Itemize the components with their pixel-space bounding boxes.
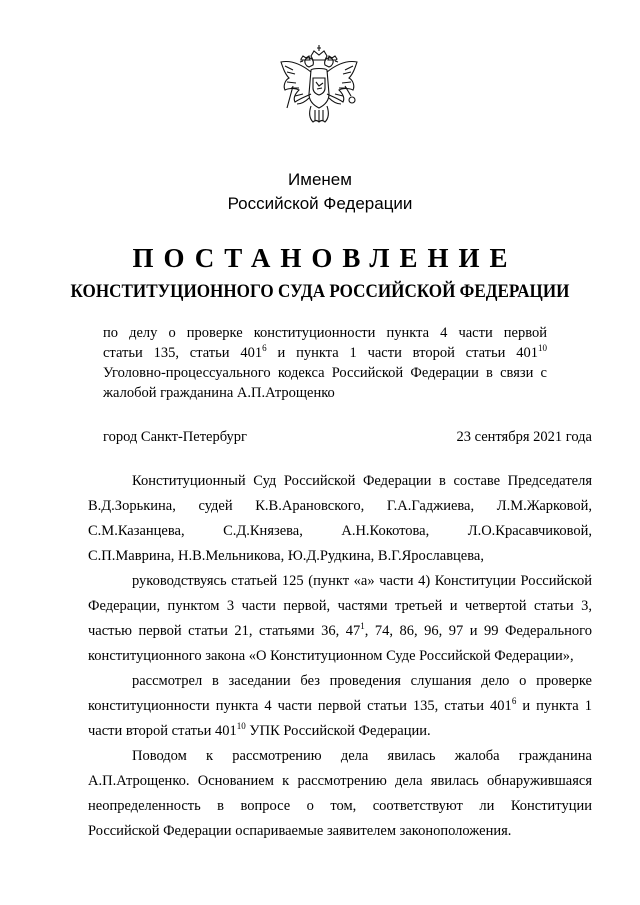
document-body bbox=[88, 469, 592, 844]
body-line: С.П.Маврина, Н.В.Мельникова, Ю.Д.Рудкина, В.Г.Ярославцева, bbox=[88, 548, 484, 564]
city-label: город Санкт-Петербург bbox=[103, 429, 248, 445]
body-line: части второй статьи $401^{10}$ УПК Российской Федерации. bbox=[88, 721, 431, 739]
subject-line: жалобой гражданина А.П.Атрощенко bbox=[103, 385, 335, 401]
body-line: Федерации, пунктом 3 части первой, частями третьей и четвертой статьи 3, bbox=[88, 598, 592, 614]
body-line: руководствуясь статьей 125 (пункт «а» части 4) Конституции Российской bbox=[132, 573, 592, 589]
body-line: конституционности пункта 4 части первой статьи 135, статьи $401^6$ и пункта 1 bbox=[88, 696, 592, 714]
body-line: рассмотрел в заседании без проведения слушания дело о проверке bbox=[132, 673, 592, 689]
russian-coat-of-arms-icon bbox=[271, 42, 367, 138]
subject-line: по делу о проверке конституционности пункта 4 части первой bbox=[103, 325, 547, 341]
body-line: Конституционный Суд Российской Федерации в составе Председателя bbox=[132, 473, 592, 489]
subject-line: статьи 135, статьи $401^6$ и пункта 1 части второй статьи $401^{10}$ bbox=[103, 343, 547, 361]
body-line: В.Д.Зорькина, судей К.В.Арановского, Г.А.Гаджиева, Л.М.Жарковой, bbox=[88, 498, 592, 514]
subject-line: Уголовно-процессуального кодекса Российской Федерации в связи с bbox=[103, 365, 547, 381]
body-line: неопределенность в вопросе о том, соответствуют ли Конституции bbox=[88, 798, 592, 814]
document-type-title: ПОСТАНОВЛЕНИЕ bbox=[132, 243, 518, 273]
body-line: конституционного закона «О Конституционном Суде Российской Федерации», bbox=[88, 648, 574, 664]
case-subject bbox=[103, 323, 547, 403]
body-line: частью первой статьи 21, статьями 36, $47^1$, 74, 86, 96, 97 и 99 Федерального bbox=[88, 621, 593, 639]
in-the-name-line: Именем bbox=[288, 170, 352, 189]
date-label: 23 сентября 2021 года bbox=[456, 429, 592, 445]
body-line: Российской Федерации оспариваемые заявителем законоположения. bbox=[88, 823, 512, 839]
body-line: А.П.Атрощенко. Основанием к рассмотрению дела явилась обнаружившаяся bbox=[88, 773, 592, 789]
body-line: С.М.Казанцева, С.Д.Князева, А.Н.Кокотова, Л.О.Красавчиковой, bbox=[88, 523, 592, 539]
russian-federation-line: Российской Федерации bbox=[227, 194, 413, 213]
court-name-heading: КОНСТИТУЦИОННОГО СУДА РОССИЙСКОЙ ФЕДЕРАЦИИ bbox=[70, 281, 570, 302]
body-line: Поводом к рассмотрению дела явилась жалоба гражданина bbox=[132, 748, 592, 764]
